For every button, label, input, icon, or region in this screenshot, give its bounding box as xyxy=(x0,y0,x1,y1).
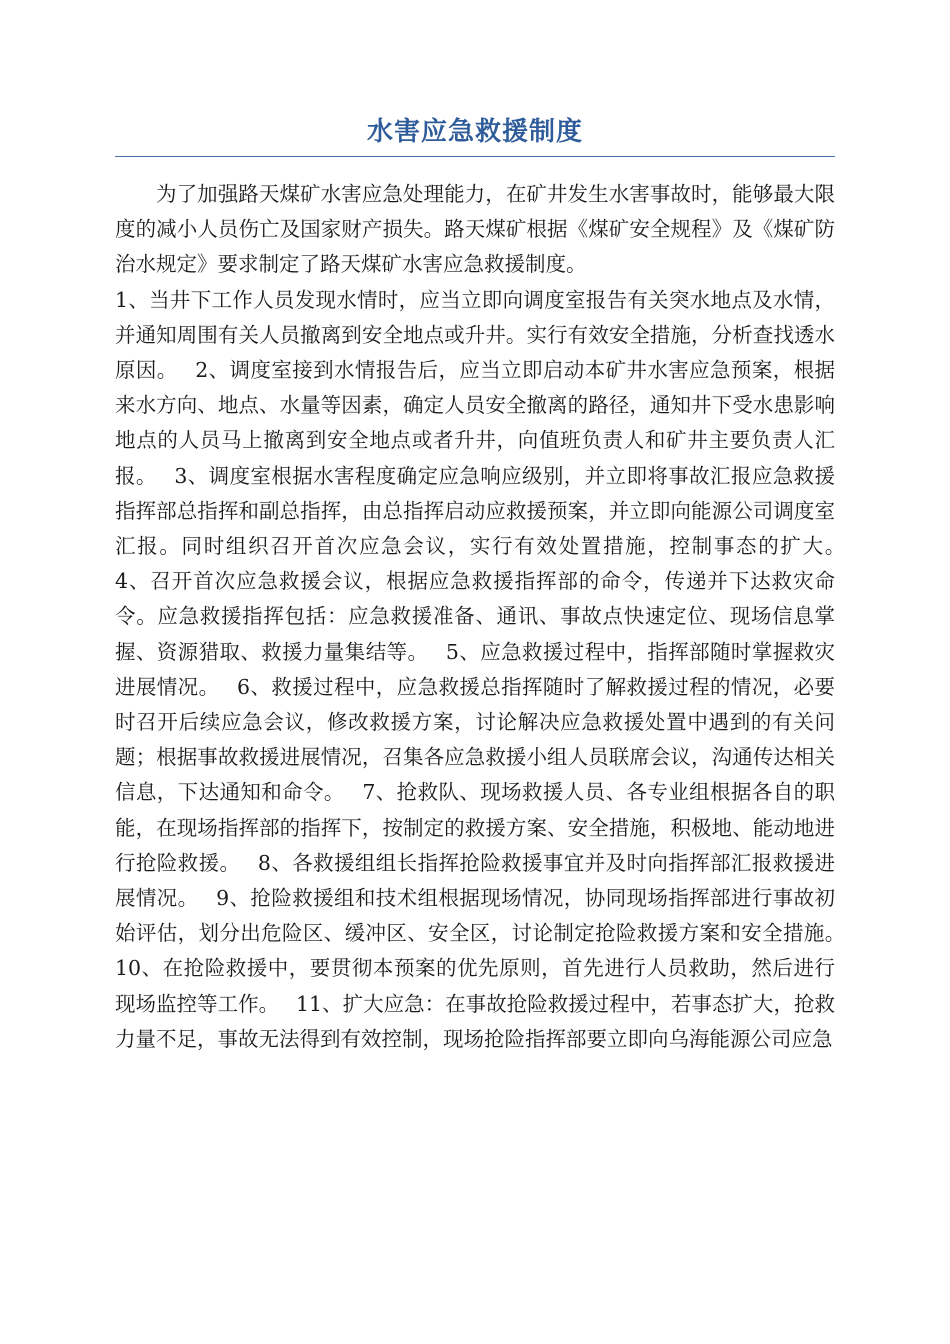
title-underline xyxy=(115,156,835,157)
document-body xyxy=(115,177,863,1057)
rules-paragraph: 1、当井下工作人员发现水情时，应当立即向调度室报告有关突水地点及水情，并通知周围有关人员撤离到安全地点或升井。实行有效安全措施，分析查找透水原因。 2、调度室接到水情报告后，应当立即启动本矿井水害应急预案，根据来水方向、地点、水量等因素，确定人员安全撤离的路径，通知井下受水患影响地点的人员马上撤离到安全地点或者升井，向值班负责人和矿井主要负责人汇报。 3、调度室根据水害程度确定应急响应级别，并立即将事故汇报应急救援指挥部总指挥和副总指挥，由总指挥启动应救援预案，并立即向能源公司调度室汇报。同时组织召开首次应急会议，实行有效处置措施，控制事态的扩大。 4、召开首次应急救援会议，根据应急救援指挥部的命令，传递并下达救灾命令。应急救援指挥包括：应急救援准备、通讯、事故点快速定位、现场信息掌握、资源猎取、救援力量集结等。 5、应急救援过程中，指挥部随时掌握救灾进展情况。 6、救援过程中，应急救援总指挥随时了解救援过程的情况，必要时召开后续应急会议，修改救援方案，讨论解决应急救援处置中遇到的有关问题；根据事故救援进展情况，召集各应急救援小组人员联席会议，沟通传达相关信息，下达通知和命令。 7、抢救队、现场救援人员、各专业组根据各自的职能，在现场指挥部的指挥下，按制定的救援方案、安全措施，积极地、能动地进行抢险救援。 8、各救援组组长指挥抢险救援事宜并及时向指挥部汇报救援进展情况。 9、抢险救援组和技术组根据现场情况，协同现场指挥部进行事故初始评估，划分出危险区、缓冲区、安全区，讨论制定抢险救援方案和安全措施。 10、在抢险救援中，要贯彻本预案的优先原则，首先进行人员救助，然后进行现场监控等工作。 11、扩大应急：在事故抢险救援过程中，若事态扩大，抢救力量不足，事故无法得到有效控制，现场抢险指挥部要立即向乌海能源公司应急 xyxy=(115,287,863,1051)
document-title: 水害应急救援制度 xyxy=(366,117,583,147)
intro-paragraph: 为了加强路天煤矿水害应急处理能力，在矿井发生水害事故时，能够最大限度的减小人员伤亡及国家财产损失。路天煤矿根据《煤矿安全规程》及《煤矿防治水规定》要求制定了路天煤矿水害应急救援制度。 xyxy=(115,182,835,277)
document-page xyxy=(115,112,863,1057)
